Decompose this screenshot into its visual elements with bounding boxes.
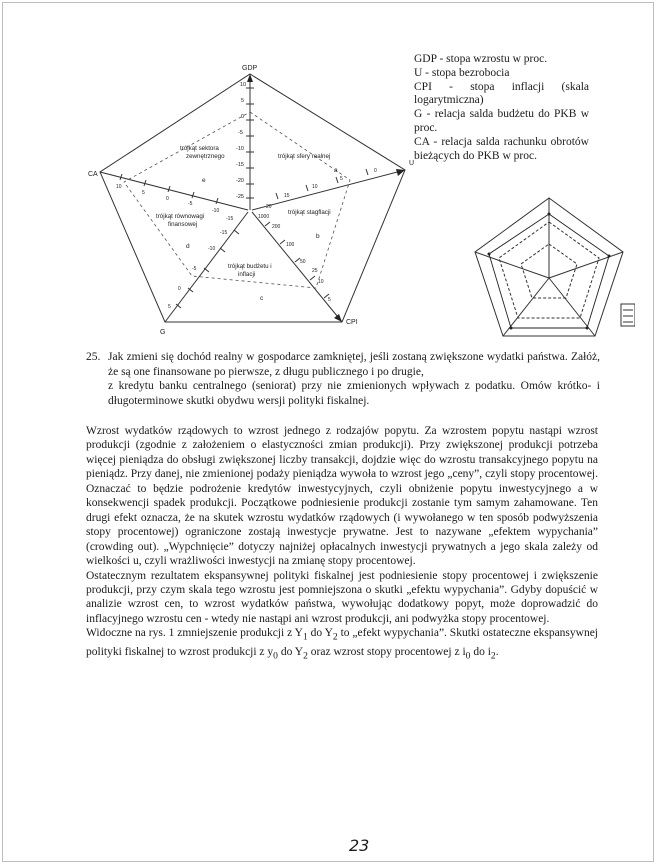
question-text: Jak zmieni się dochód realny w gospodarce zamkniętej, jeśli zostaną zwiększone wydatki państwa. Załóż, że są one finansowane po pierwsze, z długu publicznego i po drugie, <box>108 351 600 378</box>
g-tick-label: -10 <box>208 246 216 252</box>
cpi-tick-label: 5 <box>328 297 331 303</box>
region-financial-label: finansowej <box>168 221 198 228</box>
region-stagflation-label: trójkąt stagflacji <box>288 209 331 216</box>
gdp-tick-label: -15 <box>236 162 244 168</box>
subscript: 2 <box>303 650 308 662</box>
point-label-c: c <box>260 295 264 302</box>
gdp-tick-label: 10 <box>240 82 247 88</box>
text-run: do i <box>470 646 491 659</box>
question-text: z kredytu banku centralnego (seniorat) przy nie zmienionych wpływach z podatku. Omów krótko- i długoterminowe skutki obydwu wersji polityki fiskalnej. <box>108 380 600 407</box>
page-number: 23 <box>349 836 370 855</box>
subscript: 0 <box>465 650 471 662</box>
paragraph <box>86 626 598 664</box>
subscript: 2 <box>490 650 496 662</box>
g-tick-label: 5 <box>168 304 171 310</box>
region-budget-label: inflacji <box>238 271 256 278</box>
radar-spoke <box>475 252 549 278</box>
ca-tick-label: 10 <box>116 184 122 190</box>
ca-tick-label: -15 <box>226 216 234 222</box>
paragraph: Wzrost wydatków rządowych to wzrost jednego z rodzajów popytu. Za wzrostem popytu nastąpi wzrost produkcji (zgodnie z założeniem o elastyczności zmian produkcji). Przy zwiększonej produkcji potrzeba więcej pieniądza do obsługi zwiększonej liczby transakcji, dojdzie więc do wzrostu transakcyjnego popytu na pieniądz. Przy danej, nie zmienionej podaży pieniądza wywoła to wzrost jego „ceny”, czyli stopy procentowej. Oznaczać to będzie podrożenie kredytów inwestycyjnych, czyli obniżenie popytu inwestycyjnego a w konsekwencji spadek produkcji. Początkowe podniesienie produkcji zostanie tym samym zahamowane. Ten drugi efekt oznacza, że na skutek wzrostu wydatków rządowych (i wywołanego w ten sposób podwyższenia stopy procentowej) ograniczone zostają inwestycje prywatne. Jest to nazywane „efektem wypychania” (crowding out). „Wypchnięcie” dotyczy najniżej opłacalnych inwestycji prywatnych a jego skala zależy od wielkości u, czyli wrażliwości inwestycji na zmianę stopy procentowej. <box>86 425 598 568</box>
cpi-tick-label: 1000 <box>258 214 270 220</box>
legend-item-g: G - relacja salda budżetu do PKB w proc. <box>414 108 589 134</box>
legend-item-u: U - stopa bezrobocia <box>414 66 510 79</box>
gdp-tick-label: -25 <box>236 194 244 200</box>
ca-tick-label: -10 <box>212 208 220 214</box>
answer-text <box>86 424 598 664</box>
region-budget-label: trójkąt budżetu i <box>228 263 272 270</box>
subscript: 2 <box>332 631 338 643</box>
gdp-axis-label: GDP <box>242 65 258 72</box>
text-run: to „efekt wypychania”. Skutki ostateczne ekspansywnej polityki fiskalnej to wzrost produkcji z y <box>86 627 599 659</box>
u-tick-label: 15 <box>284 193 290 199</box>
ca-axis <box>100 172 248 210</box>
question-25 <box>86 350 600 408</box>
cpi-tick-label: 25 <box>312 268 318 274</box>
u-tick-label: 10 <box>312 184 318 190</box>
legend-item-ca: CA - relacja salda rachunku obrotów bieżących do PKB w proc. <box>414 135 589 162</box>
cpi-tick-label: 10 <box>318 279 324 285</box>
region-real-label: trójkąt sfery realnej <box>278 153 331 160</box>
gdp-tick-label: 5 <box>241 98 245 104</box>
gdp-tick-label: -5 <box>238 130 243 136</box>
text-run: . <box>495 646 499 659</box>
g-tick-label: -15 <box>220 230 228 236</box>
cpi-tick-label: 200 <box>272 224 281 230</box>
cpi-axis-label: CPI <box>346 319 358 326</box>
paragraph: Ostatecznym rezultatem ekspansywnej polityki fiskalnej jest podniesienie stopy procentowej i zwiększenie produkcji, przy czym skala tego wzrostu jest pomniejszona o skutki „efektu wypychania”. Gdyby dopuścić w analizie wzrost cen, to wzrost wydatków państwa, wywołując dodatkowy popyt, może doprowadzić do inflacyjnego wzrostu cen - wtedy nie nastąpi ani wzrost produkcji, ani podwyżka stopy procentowej. <box>86 569 598 625</box>
point-label-b: b <box>316 233 320 240</box>
legend-item-gdp: GDP - stopa wzrostu w proc. <box>414 53 548 65</box>
point-label-d: d <box>186 243 190 250</box>
ca-tick-label: -5 <box>188 201 193 207</box>
u-axis <box>252 170 405 210</box>
region-external-label: zewnętrznego <box>186 153 225 160</box>
region-external-label: trójkąt sektora <box>180 145 219 152</box>
legend-item-cpi: CPI - stopa inflacji (skala logarytmiczna) <box>414 80 589 107</box>
g-axis-label: G <box>160 329 166 336</box>
ca-axis-label: CA <box>88 171 98 178</box>
u-tick-label: 0 <box>374 168 377 174</box>
radar-figure <box>463 192 635 344</box>
radar-side-box <box>621 304 635 326</box>
question-number: 25. <box>86 351 101 363</box>
u-tick-label: 5 <box>340 176 343 182</box>
ca-tick-label: 0 <box>166 196 169 202</box>
magic-pentagon-figure <box>80 52 420 342</box>
u-tick-label: 20 <box>266 204 272 210</box>
text-run: Widoczne na rys. 1 zmniejszenie produkcji z Y <box>86 627 303 640</box>
subscript: 0 <box>273 650 278 662</box>
radar-spoke <box>549 252 623 278</box>
text-run: do Y <box>307 627 333 640</box>
g-tick-label: 0 <box>178 286 181 292</box>
gdp-tick-label: -10 <box>236 146 244 152</box>
u-axis-label: U <box>409 160 415 167</box>
g-tick-label: -5 <box>192 266 197 272</box>
text-run: oraz wzrost stopy procentowej z i <box>307 646 466 659</box>
region-financial-label: trójkąt równowagi <box>156 213 205 220</box>
point-label-a: a <box>334 167 338 174</box>
cpi-tick-label: 100 <box>286 242 295 248</box>
cpi-arrow-icon <box>334 314 342 322</box>
gdp-tick-label: 0 <box>241 114 245 120</box>
figure-legend <box>414 53 589 163</box>
economy-profile-polygon <box>124 112 350 288</box>
text-run: do Y <box>277 646 304 659</box>
cpi-tick-label: 50 <box>300 259 306 265</box>
gdp-tick-label: -20 <box>236 178 244 184</box>
point-label-e: e <box>202 177 206 184</box>
subscript: 1 <box>302 631 308 643</box>
ca-tick-label: 5 <box>142 190 145 196</box>
